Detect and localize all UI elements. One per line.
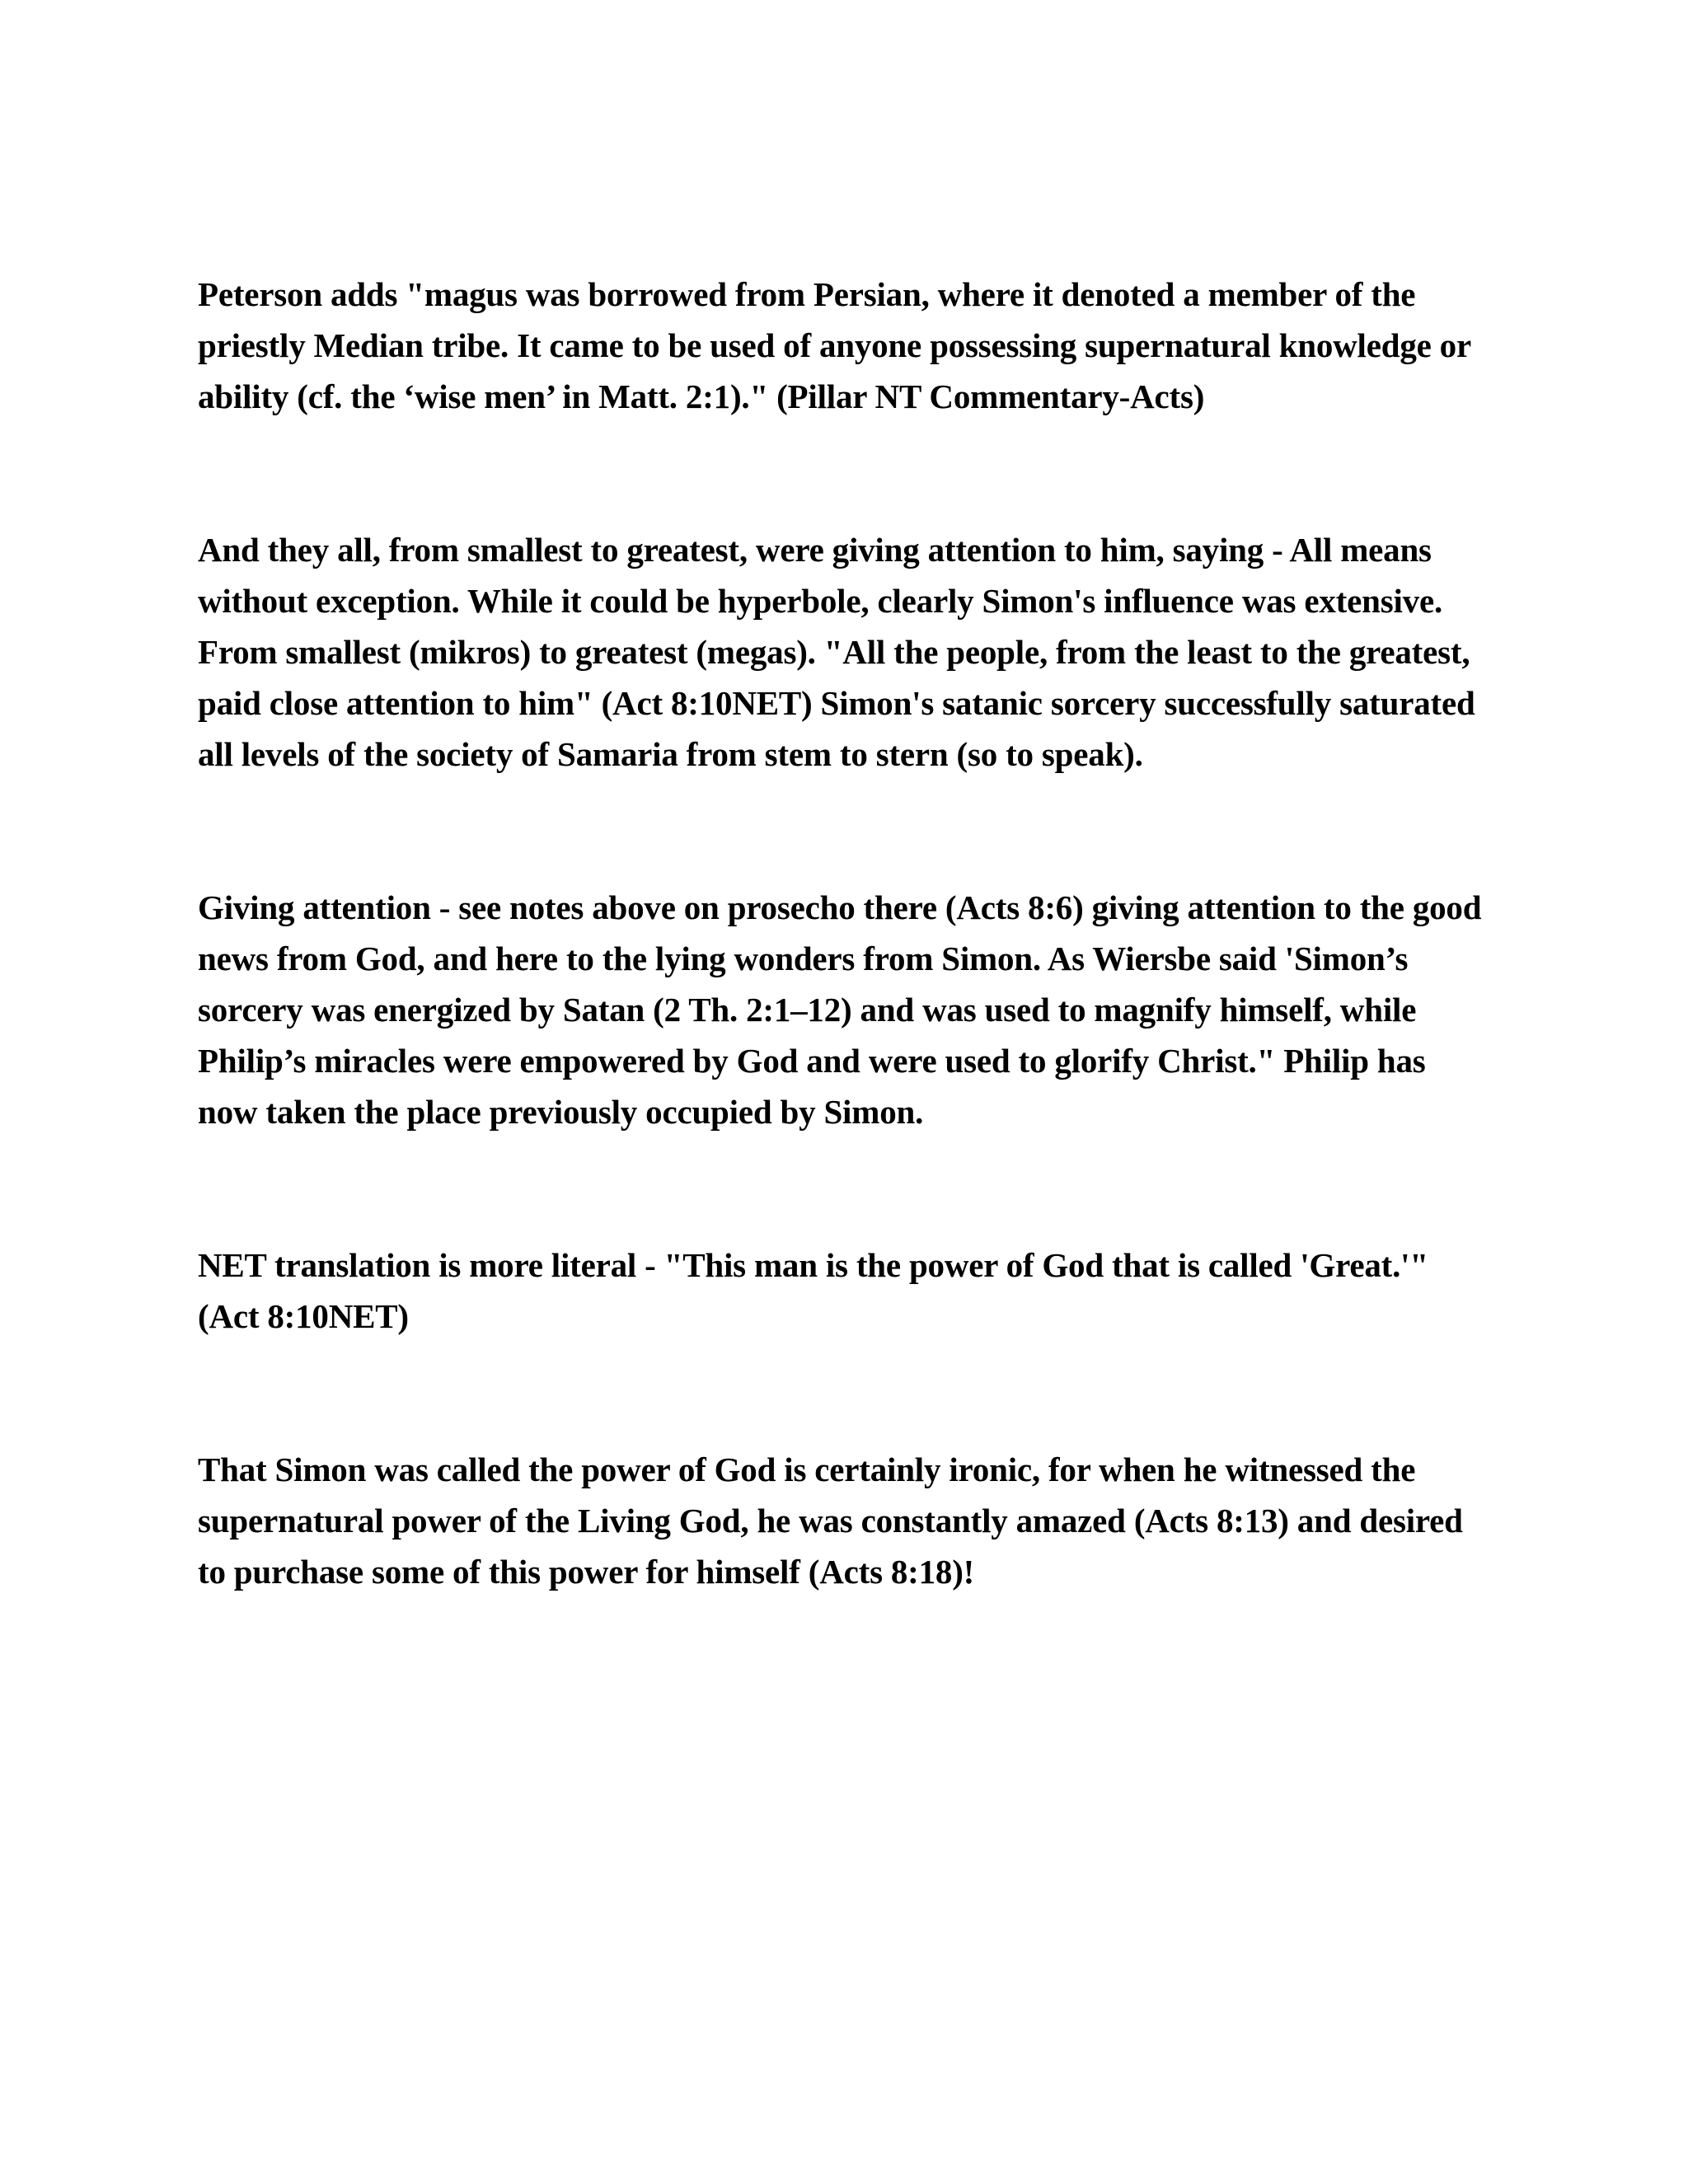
paragraph-power-of-god-ironic: That Simon was called the power of God is certainly ironic, for when he witnessed the supernatural power of the Living God, he was constantly amazed (Acts 8:13) and desired to purchase some of this power for himself (Acts 8:18)! bbox=[198, 1451, 1463, 1591]
document-body bbox=[198, 269, 1484, 1597]
paragraph-giving-attention: Giving attention - see notes above on prosecho there (Acts 8:6) giving attention to the good news from God, and here to the lying wonders from Simon. As Wiersbe said 'Simon’s sorcery was energized by Satan (2 Th. 2:1–12) and was used to magnify himself, while Philip’s miracles were empowered by God and were used to glorify Christ." Philip has now taken the place previously occupied by Simon. bbox=[198, 888, 1482, 1131]
paragraph-smallest-to-greatest: And they all, from smallest to greatest, were giving attention to him, saying - All means without exception. While it could be hyperbole, clearly Simon's influence was extensive. From smallest (mikros) to greatest (megas). "All the people, from the least to the greatest, paid close attention to him" (Act 8:10NET) Simon's satanic sorcery successfully saturated all levels of the society of Samaria from stem to stern (so to speak). bbox=[198, 531, 1475, 773]
paragraph-net-translation: NET translation is more literal - "This man is the power of God that is called 'Great.'" (Act 8:10NET) bbox=[198, 1246, 1428, 1335]
paragraph-peterson-magus: Peterson adds "magus was borrowed from Persian, where it denoted a member of the priestly Median tribe. It came to be used of anyone possessing supernatural knowledge or ability (cf. the ‘wise men’ in Matt. 2:1)." (Pillar NT Commentary-Acts) bbox=[198, 275, 1471, 415]
